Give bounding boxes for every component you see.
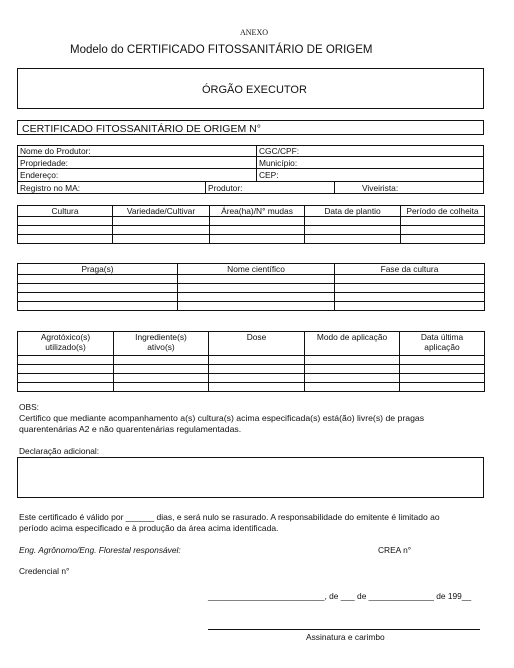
registry-label: Registro no MA: <box>20 183 81 193</box>
table-row <box>18 374 485 383</box>
table-row <box>18 383 485 392</box>
column-header: Modo de aplicação <box>305 332 400 356</box>
column-header: Nome científico <box>178 264 335 275</box>
property-label: Propriedade: <box>20 158 68 168</box>
organ-box <box>17 68 484 109</box>
column-header: Dose <box>209 332 305 356</box>
table-header-row <box>18 206 485 217</box>
table-row <box>18 235 485 244</box>
column-header: Data última aplicação <box>400 332 485 356</box>
column-header: Data de plantio <box>305 206 401 217</box>
crops-table <box>17 205 485 244</box>
obs-statement-line1: Certifico que mediante acompanhamento a(s) cultura(s) acima especificada(s) está(ão) livre(s) de pragas <box>19 413 425 423</box>
signature-stamp-label: Assinatura e carimbo <box>306 632 385 642</box>
model-title: Modelo do CERTIFICADO FITOSSANITÁRIO DE ORIGEM <box>70 44 373 56</box>
table-row <box>18 275 485 284</box>
column-header: Variedade/Cultivar <box>113 206 210 217</box>
crea-label: CREA n° <box>378 545 412 555</box>
column-header: Fase da cultura <box>335 264 485 275</box>
producer-name-label: Nome do Produtor: <box>20 146 91 156</box>
engineer-label: Eng. Agrônomo/Eng. Florestal responsável: <box>19 545 181 555</box>
obs-label: OBS: <box>19 402 40 412</box>
producer-type-label: Produtor: <box>208 183 243 193</box>
table-header-row <box>18 332 485 356</box>
table-row <box>18 226 485 235</box>
obs-statement-line2: quarentenárias A2 e não quarentenárias regulamentadas. <box>19 424 242 434</box>
column-header: Área(ha)/N° mudas <box>210 206 305 217</box>
pesticides-table <box>17 331 485 392</box>
certificate-title: CERTIFICADO FITOSSANITÁRIO DE ORIGEM N° <box>22 123 261 135</box>
additional-declaration-label: Declaração adicional: <box>19 446 100 456</box>
validity-line2: período acima especificado e à produção da área acima identificada. <box>19 523 279 533</box>
table-row <box>18 302 485 311</box>
cep-label: CEP: <box>259 170 279 180</box>
credential-label: Credencial n° <box>19 566 70 576</box>
municipality-label: Município: <box>259 158 298 168</box>
column-header: Cultura <box>18 206 113 217</box>
annex-label: ANEXO <box>240 28 268 37</box>
table-row <box>18 284 485 293</box>
table-row <box>18 217 485 226</box>
column-header: Ingrediente(s) ativo(s) <box>114 332 209 356</box>
table-row <box>18 293 485 302</box>
organ-label: ÓRGÃO EXECUTOR <box>202 84 307 96</box>
address-label: Endereço: <box>20 170 59 180</box>
date-line: _________________________, de ___ de ______________ de 199__ <box>208 591 472 601</box>
column-header: Período de colheita <box>401 206 485 217</box>
table-row <box>18 356 485 365</box>
nursery-label: Viveirista: <box>362 183 399 193</box>
certificate-number-box <box>17 120 484 135</box>
signature-line <box>208 629 480 630</box>
table-row <box>18 365 485 374</box>
table-header-row <box>18 264 485 275</box>
validity-line1: Este certificado é válido por ______ dias, e será nulo se rasurado. A responsabilidade do emitente é limitado ao <box>19 512 440 522</box>
column-header: Praga(s) <box>18 264 178 275</box>
column-header: Agrotóxico(s) utilizado(s) <box>18 332 114 356</box>
additional-declaration-box[interactable] <box>17 457 484 498</box>
pests-table <box>17 263 485 311</box>
cgc-cpf-label: CGC/CPF: <box>259 146 300 156</box>
